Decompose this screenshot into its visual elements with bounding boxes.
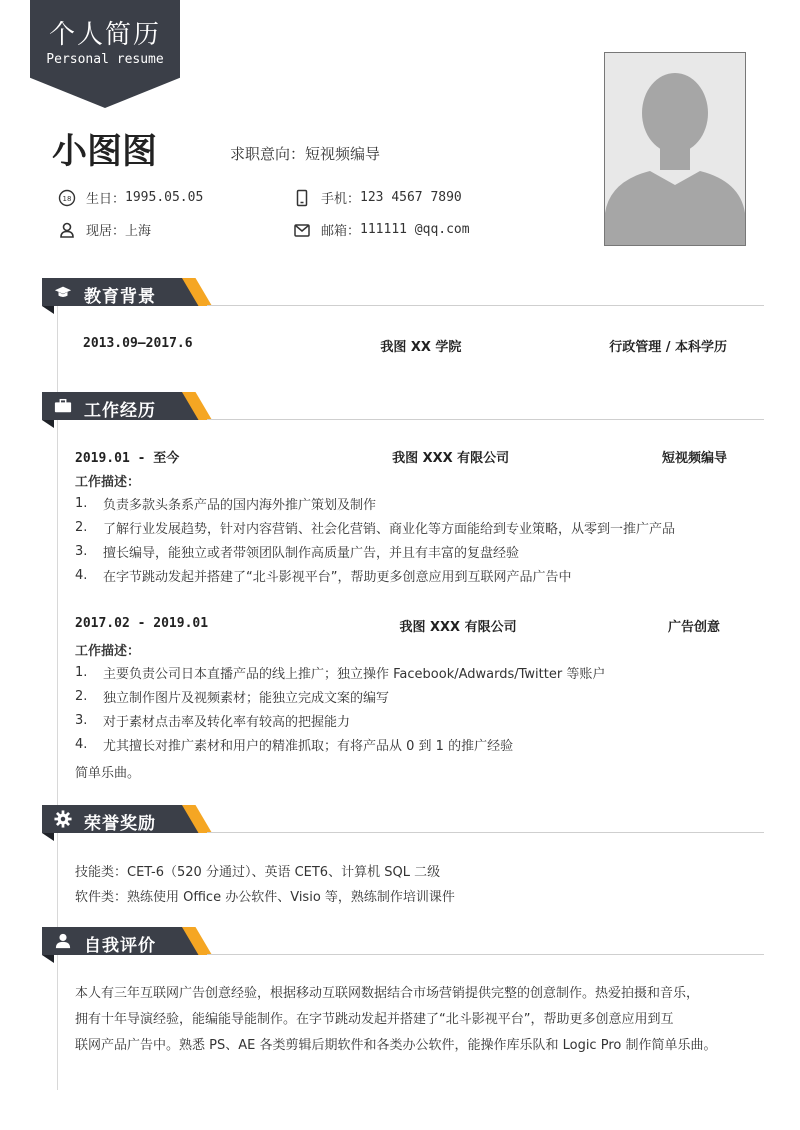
section-self-header bbox=[42, 927, 764, 957]
list-item: 2. 了解行业发展趋势，针对内容营销、社会化营销、商业化等方面能给到专业策略，从零到一推广产品 bbox=[75, 519, 676, 537]
candidate-name: 小图图 bbox=[52, 132, 158, 172]
residence-label: 现居： bbox=[86, 224, 126, 239]
briefcase-icon bbox=[54, 398, 72, 414]
phone-value: 123 4567 7890 bbox=[360, 190, 462, 205]
gear-icon bbox=[54, 810, 72, 828]
self-evaluation-text bbox=[75, 981, 765, 1059]
svg-text:18: 18 bbox=[62, 194, 72, 203]
education-row bbox=[83, 336, 727, 355]
phone-label: 手机： bbox=[321, 192, 361, 207]
timeline-line bbox=[57, 306, 58, 1090]
job-2-list bbox=[75, 660, 765, 756]
phone-row bbox=[293, 188, 462, 207]
birthday-label: 生日： bbox=[86, 192, 126, 207]
honor-skills: 技能类：CET-6（520 分通过）、英语 CET6、计算机 SQL 二级 bbox=[75, 865, 441, 880]
self-eval-line-3: 联网产品广告中。熟悉 PS、AE 各类剪辑后期软件和各类办公软件，能操作库乐队和 Logic Pro 制作简单乐曲。 bbox=[75, 1038, 717, 1053]
job-2-extra: 简单乐曲。 bbox=[75, 766, 141, 781]
user-icon bbox=[54, 933, 72, 949]
education-period: 2013.09—2017.6 bbox=[83, 336, 193, 351]
email-row bbox=[293, 220, 470, 239]
avatar-silhouette-icon bbox=[605, 53, 745, 245]
list-item: 2. 独立制作图片及视频素材；能独立完成文案的编写 bbox=[75, 688, 390, 706]
job-2-period: 2017.02 - 2019.01 bbox=[75, 616, 209, 631]
list-item: 3. 对于素材点击率及转化率有较高的把握能力 bbox=[75, 712, 351, 730]
education-major: 行政管理 / 本科学历 bbox=[609, 340, 727, 355]
section-self-title: 自我评价 bbox=[84, 936, 156, 956]
graduation-cap-icon bbox=[54, 284, 72, 300]
section-honors-title: 荣誉奖励 bbox=[84, 814, 156, 834]
list-item: 1. 主要负责公司日本直播产品的线上推广；独立操作 Facebook/Adwards/Twitter 等账户 bbox=[75, 664, 606, 682]
mail-icon bbox=[293, 221, 311, 239]
list-item: 3. 擅长编导，能独立或者带领团队制作高质量广告，并且有丰富的复盘经验 bbox=[75, 543, 520, 561]
education-school: 我图 XX 学院 bbox=[380, 340, 462, 355]
residence-row bbox=[58, 220, 151, 239]
phone-icon bbox=[293, 189, 311, 207]
resume-title: 个人简历 bbox=[48, 20, 161, 50]
self-eval-line-1: 本人有三年互联网广告创意经验，根据移动互联网数据结合市场营销提供完整的创意制作。热爱拍摄和音乐， bbox=[75, 986, 700, 1001]
job-1-period: 2019.01 - 至今 bbox=[75, 451, 180, 466]
job-intent-value: 短视频编导 bbox=[305, 145, 381, 163]
profile-photo bbox=[604, 52, 746, 246]
person-icon bbox=[58, 221, 76, 239]
job-intent bbox=[230, 143, 380, 164]
birthday-value: 1995.05.05 bbox=[125, 190, 204, 205]
job-1-role: 短视频编导 bbox=[661, 451, 727, 466]
job-1-company: 我图 XXX 有限公司 bbox=[392, 451, 510, 466]
email-label: 邮箱： bbox=[321, 224, 361, 239]
email-value: 111111 @qq.com bbox=[360, 222, 470, 237]
job-2-desc-label: 工作描述： bbox=[75, 644, 141, 659]
list-item: 4. 尤其擅长对推广素材和用户的精准抓取；有将产品从 0 到 1 的推广经验 bbox=[75, 736, 514, 754]
section-work-title: 工作经历 bbox=[84, 401, 156, 421]
self-eval-line-2: 拥有十年导演经验，能编能导能制作。在字节跳动发起并搭建了“北斗影视平台”，帮助更多创意应用到互 bbox=[75, 1012, 674, 1027]
list-item: 1. 负责多款头条系产品的国内海外推广策划及制作 bbox=[75, 495, 377, 513]
job-2-role: 广告创意 bbox=[667, 620, 720, 635]
job-1-desc-label: 工作描述： bbox=[75, 475, 141, 490]
section-education-header bbox=[42, 278, 764, 308]
job-intent-label: 求职意向： bbox=[230, 145, 306, 163]
section-honors-header bbox=[42, 805, 764, 835]
job-1-list bbox=[75, 491, 765, 587]
resume-subtitle: Personal resume bbox=[46, 52, 164, 67]
section-work-header bbox=[42, 392, 764, 422]
honor-software: 软件类：熟练使用 Office 办公软件、Visio 等，熟练制作培训课件 bbox=[75, 890, 455, 905]
birthday-icon bbox=[58, 189, 76, 207]
birthday-row bbox=[58, 188, 203, 207]
job-2-company: 我图 XXX 有限公司 bbox=[399, 620, 517, 635]
section-education-title: 教育背景 bbox=[84, 287, 156, 307]
job-2-header bbox=[75, 616, 720, 635]
residence-value: 上海 bbox=[125, 224, 152, 239]
job-1-header bbox=[75, 447, 727, 466]
list-item: 4. 在字节跳动发起并搭建了“北斗影视平台”，帮助更多创意应用到互联网产品广告中 bbox=[75, 567, 572, 585]
